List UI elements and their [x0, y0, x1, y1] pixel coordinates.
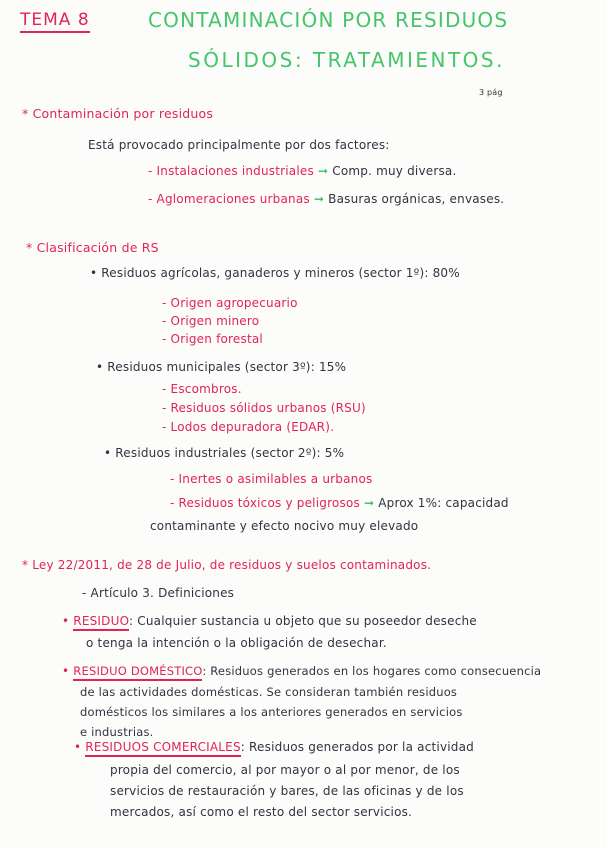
definition-term: RESIDUOS COMERCIALES — [85, 740, 241, 757]
definition-text: : Residuos generados por la actividad — [240, 740, 474, 754]
arrow-right-icon: ➞ — [313, 192, 329, 206]
factor-value: Basuras orgánicas, envases. — [328, 192, 505, 206]
arrow-right-icon: ➞ — [363, 496, 379, 510]
arrow-right-icon: ➞ — [317, 164, 333, 178]
list-item: - Origen forestal — [162, 332, 263, 346]
list-item: - Inertes o asimilables a urbanos — [170, 472, 373, 486]
definition-term: RESIDUO DOMÉSTICO — [73, 664, 202, 681]
toxic-row — [170, 496, 509, 510]
list-item: - Residuos sólidos urbanos (RSU) — [162, 401, 366, 415]
toxic-value: Aprox 1%: capacidad — [378, 496, 509, 510]
definition-residuo — [62, 614, 477, 628]
section-heading-clasificacion: * Clasificación de RS — [26, 240, 159, 255]
definition-term: RESIDUO — [73, 614, 129, 631]
list-item: - Lodos depuradora (EDAR). — [162, 420, 335, 434]
definition-domestico — [62, 664, 541, 678]
definition-text: propia del comercio, al por mayor o al por menor, de los — [110, 763, 460, 777]
factor-row — [148, 192, 504, 206]
factor-value: Comp. muy diversa. — [332, 164, 457, 178]
tema-label: TEMA 8 — [20, 10, 90, 33]
section-intro: Está provocado principalmente por dos factores: — [88, 138, 390, 152]
definition-text: servicios de restauración y bares, de las oficinas y de los — [110, 784, 464, 798]
factor-label: - Aglomeraciones urbanas — [148, 192, 310, 206]
definition-text: mercados, así como el resto del sector servicios. — [110, 805, 413, 819]
toxic-label: - Residuos tóxicos y peligrosos — [170, 496, 360, 510]
definition-comerciales — [74, 740, 474, 754]
page-count-note: 3 pág — [479, 88, 503, 97]
definition-text: domésticos los similares a los anteriores generados en servicios — [80, 705, 463, 719]
list-item: - Origen agropecuario — [162, 296, 298, 310]
page-subtitle: SÓLIDOS: TRATAMIENTOS. — [188, 48, 505, 72]
definition-text: : Cualquier sustancia u objeto que su poseedor deseche — [129, 614, 477, 628]
list-item: - Escombros. — [162, 382, 242, 396]
page-title: CONTAMINACIÓN POR RESIDUOS — [148, 8, 509, 32]
toxic-continuation: contaminante y efecto nocivo muy elevado — [150, 519, 419, 533]
factor-label: - Instalaciones industriales — [148, 164, 314, 178]
factor-row — [148, 164, 457, 178]
definition-text: e industrias. — [80, 725, 154, 739]
list-item: - Origen minero — [162, 314, 260, 328]
bullet-icon: • — [62, 664, 74, 678]
definition-text: de las actividades domésticas. Se consideran también residuos — [80, 685, 458, 699]
definition-text: : Residuos generados en los hogares como consecuencia — [202, 664, 542, 678]
section-heading-contaminacion: * Contaminación por residuos — [22, 106, 214, 121]
category-industrial: • Residuos industriales (sector 2º): 5% — [104, 446, 345, 460]
bullet-icon: • — [62, 614, 74, 628]
bullet-icon: • — [74, 740, 86, 754]
articulo-heading: - Artículo 3. Definiciones — [82, 586, 235, 600]
definition-text: o tenga la intención o la obligación de desechar. — [86, 636, 387, 650]
category-municipal: • Residuos municipales (sector 3º): 15% — [96, 360, 347, 374]
section-heading-ley: * Ley 22/2011, de 28 de Julio, de residuos y suelos contaminados. — [22, 558, 432, 572]
category-agricola: • Residuos agrícolas, ganaderos y mineros (sector 1º): 80% — [90, 266, 460, 280]
